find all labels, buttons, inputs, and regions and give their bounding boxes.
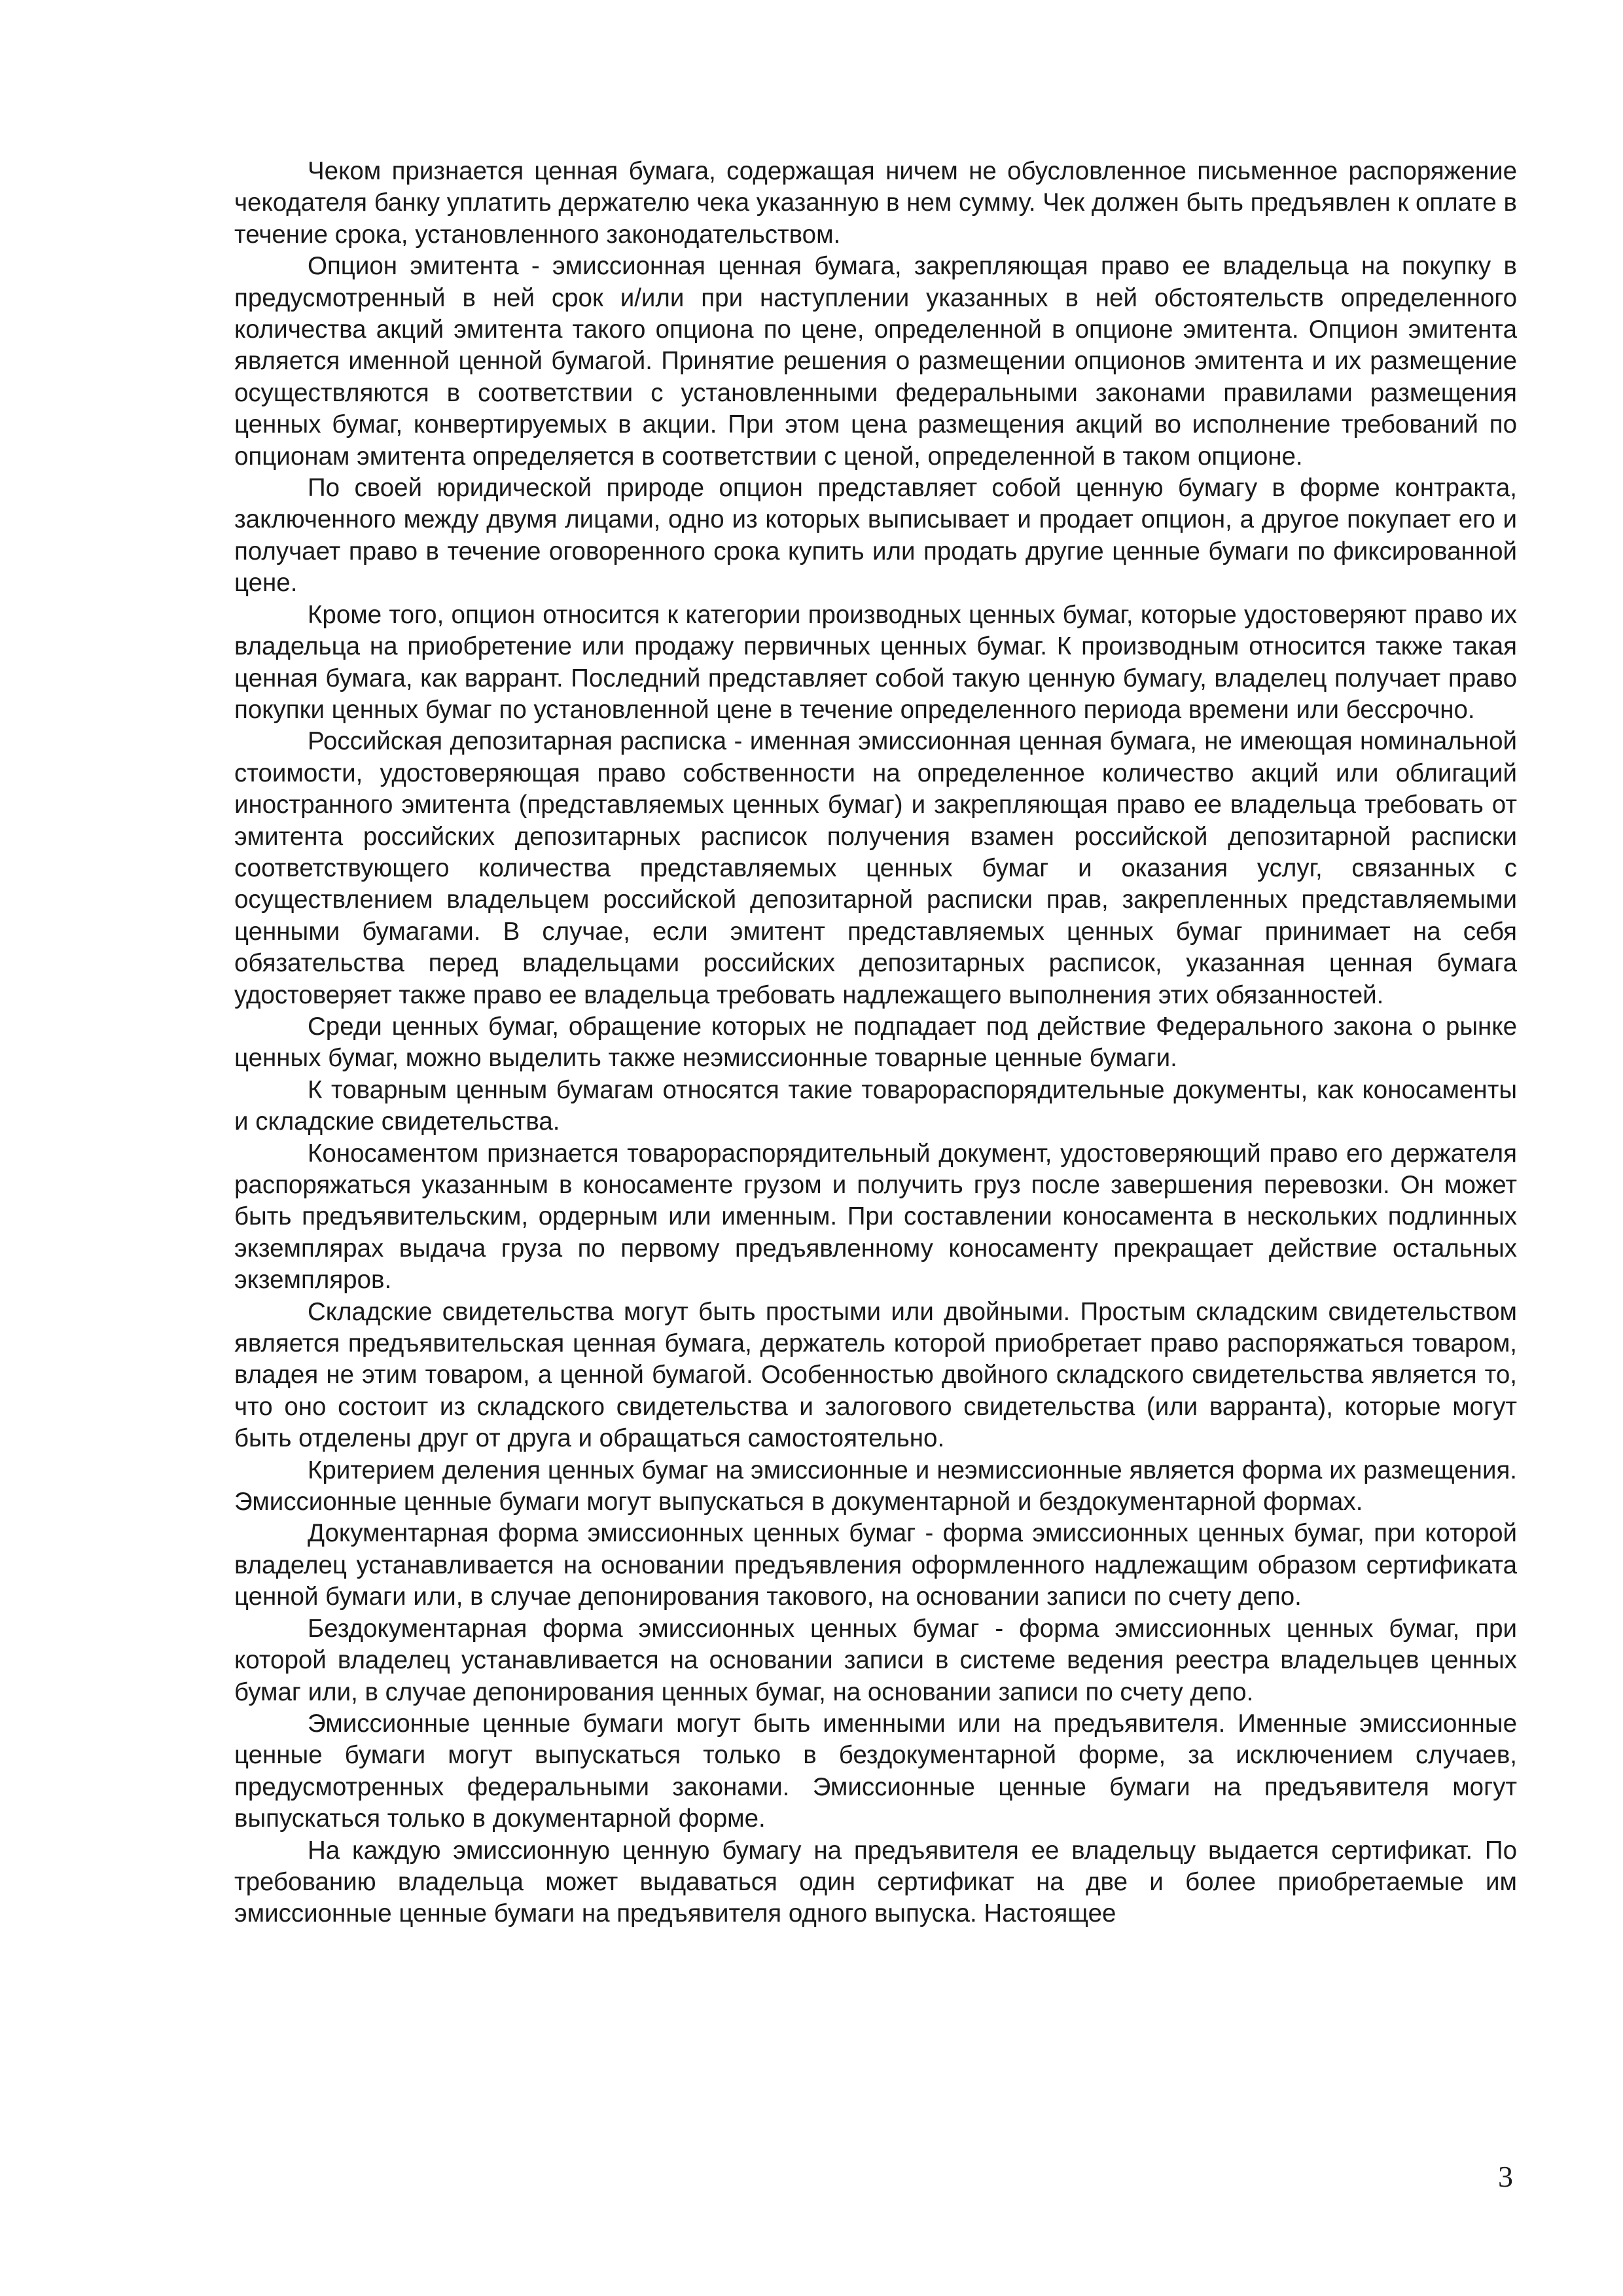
paragraph-check: Чеком признается ценная бумага, содержащая ничем не обусловленное письменное распоряжение чекодателя банку уплатить держателю чека указанную в нем сумму. Чек должен быть предъявлен к оплате в течение срока, установленного законодательством.: [234, 157, 1517, 249]
paragraph-derivatives: Кроме того, опцион относится к категории производных ценных бумаг, которые удостоверяют право их владельца на приобретение или продажу первичных ценных бумаг. К производным относится также такая ценная бумага, как варрант. Последний представляет собой такую ценную бумагу, владелец получает право покупки ценных бумаг по установленной цене в течение определенного периода времени или бессрочно.: [234, 600, 1517, 724]
paragraph-non-documentary-form: Бездокументарная форма эмиссионных ценных бумаг - форма эмиссионных ценных бумаг, при которой владелец устанавливается на основании записи в системе ведения реестра владельцев ценных бумаг или, в случае депонирования ценных бумаг, на основании записи по счету депо.: [234, 1614, 1517, 1706]
body-text: [234, 156, 1517, 1930]
paragraph-option-legal-nature: По своей юридической природе опцион представляет собой ценную бумагу в форме контракта, заключенного между двумя лицами, одно из которых выписывает и продает опцион, а другое покупает его и получает право в течение оговоренного срока купить или продать другие ценные бумаги по фиксированной цене.: [234, 474, 1517, 598]
paragraph-registered-bearer: Эмиссионные ценные бумаги могут быть именными или на предъявителя. Именные эмиссионные ценные бумаги могут выпускаться только в бездокументарной форме, за исключением случаев, предусмотренных федеральными законами. Эмиссионные ценные бумаги на предъявителя могут выпускаться только в документарной форме.: [234, 1709, 1517, 1833]
paragraph-commodity-papers: К товарным ценным бумагам относятся такие товарораспорядительные документы, как коносаменты и складские свидетельства.: [234, 1075, 1517, 1136]
paragraph-documentary-form: Документарная форма эмиссионных ценных бумаг - форма эмиссионных ценных бумаг, при которой владелец устанавливается на основании предъявления оформленного надлежащим образом сертификата ценной бумаги или, в случае депонирования такового, на основании записи по счету депо.: [234, 1519, 1517, 1611]
paragraph-non-emission: Среди ценных бумаг, обращение которых не подпадает под действие Федерального закона о рынке ценных бумаг, можно выделить также неэмиссионные товарные ценные бумаги.: [234, 1012, 1517, 1073]
page-number: 3: [1498, 2160, 1513, 2193]
paragraph-warehouse-receipts: Складские свидетельства могут быть простыми или двойными. Простым складским свидетельством является предъявительская ценная бумага, держатель которой приобретает право распоряжаться товаром, владея не этим товаром, а ценной бумагой. Особенностью двойного складского свидетельства является то, что оно состоит из складского свидетельства и залогового свидетельства (или варранта), которые могут быть отделены друг от друга и обращаться самостоятельно.: [234, 1297, 1517, 1453]
paragraph-certificate: На каждую эмиссионную ценную бумагу на предъявителя ее владельцу выдается сертификат. По требованию владельца может выдаваться один сертификат на две и более приобретаемые им эмиссионные ценные бумаги на предъявителя одного выпуска. Настоящее: [234, 1836, 1517, 1928]
paragraph-division-criterion: Критерием деления ценных бумаг на эмиссионные и неэмиссионные является форма их размещения. Эмиссионные ценные бумаги могут выпускаться в документарной и бездокументарной формах.: [234, 1456, 1517, 1516]
paragraph-issuer-option: Опцион эмитента - эмиссионная ценная бумага, закрепляющая право ее владельца на покупку в предусмотренный в ней срок и/или при наступлении указанных в ней обстоятельств определенного количества акций эмитента такого опциона по цене, определенной в опционе эмитента. Опцион эмитента является именной ценной бумагой. Принятие решения о размещении опционов эмитента и их размещение осуществляются в соответствии с установленными федеральными законами правилами размещения ценных бумаг, конвертируемых в акции. При этом цена размещения акций во исполнение требований по опционам эмитента определяется в соответствии с ценой, определенной в таком опционе.: [234, 252, 1517, 471]
paragraph-bill-of-lading: Коносаментом признается товарораспорядительный документ, удостоверяющий право его держателя распоряжаться указанным в коносаменте грузом и получить груз после завершения перевозки. Он может быть предъявительским, ордерным или именным. При составлении коносамента в нескольких подлинных экземплярах выдача груза по первому предъявленному коносаменту прекращает действие остальных экземпляров.: [234, 1139, 1517, 1295]
paragraph-depositary-receipt: Российская депозитарная расписка - именная эмиссионная ценная бумага, не имеющая номинальной стоимости, удостоверяющая право собственности на определенное количество акций или облигаций иностранного эмитента (представляемых ценных бумаг) и закрепляющая право ее владельца требовать от эмитента российских депозитарных расписок получения взамен российской депозитарной расписки соответствующего количества представляемых ценных бумаг и оказания услуг, связанных с осуществлением владельцем российской депозитарной расписки прав, закрепленных представляемыми ценными бумагами. В случае, если эмитент представляемых ценных бумаг принимает на себя обязательства перед владельцами российских депозитарных расписок, указанная ценная бумага удостоверяет также право ее владельца требовать надлежащего выполнения этих обязанностей.: [234, 727, 1517, 1009]
